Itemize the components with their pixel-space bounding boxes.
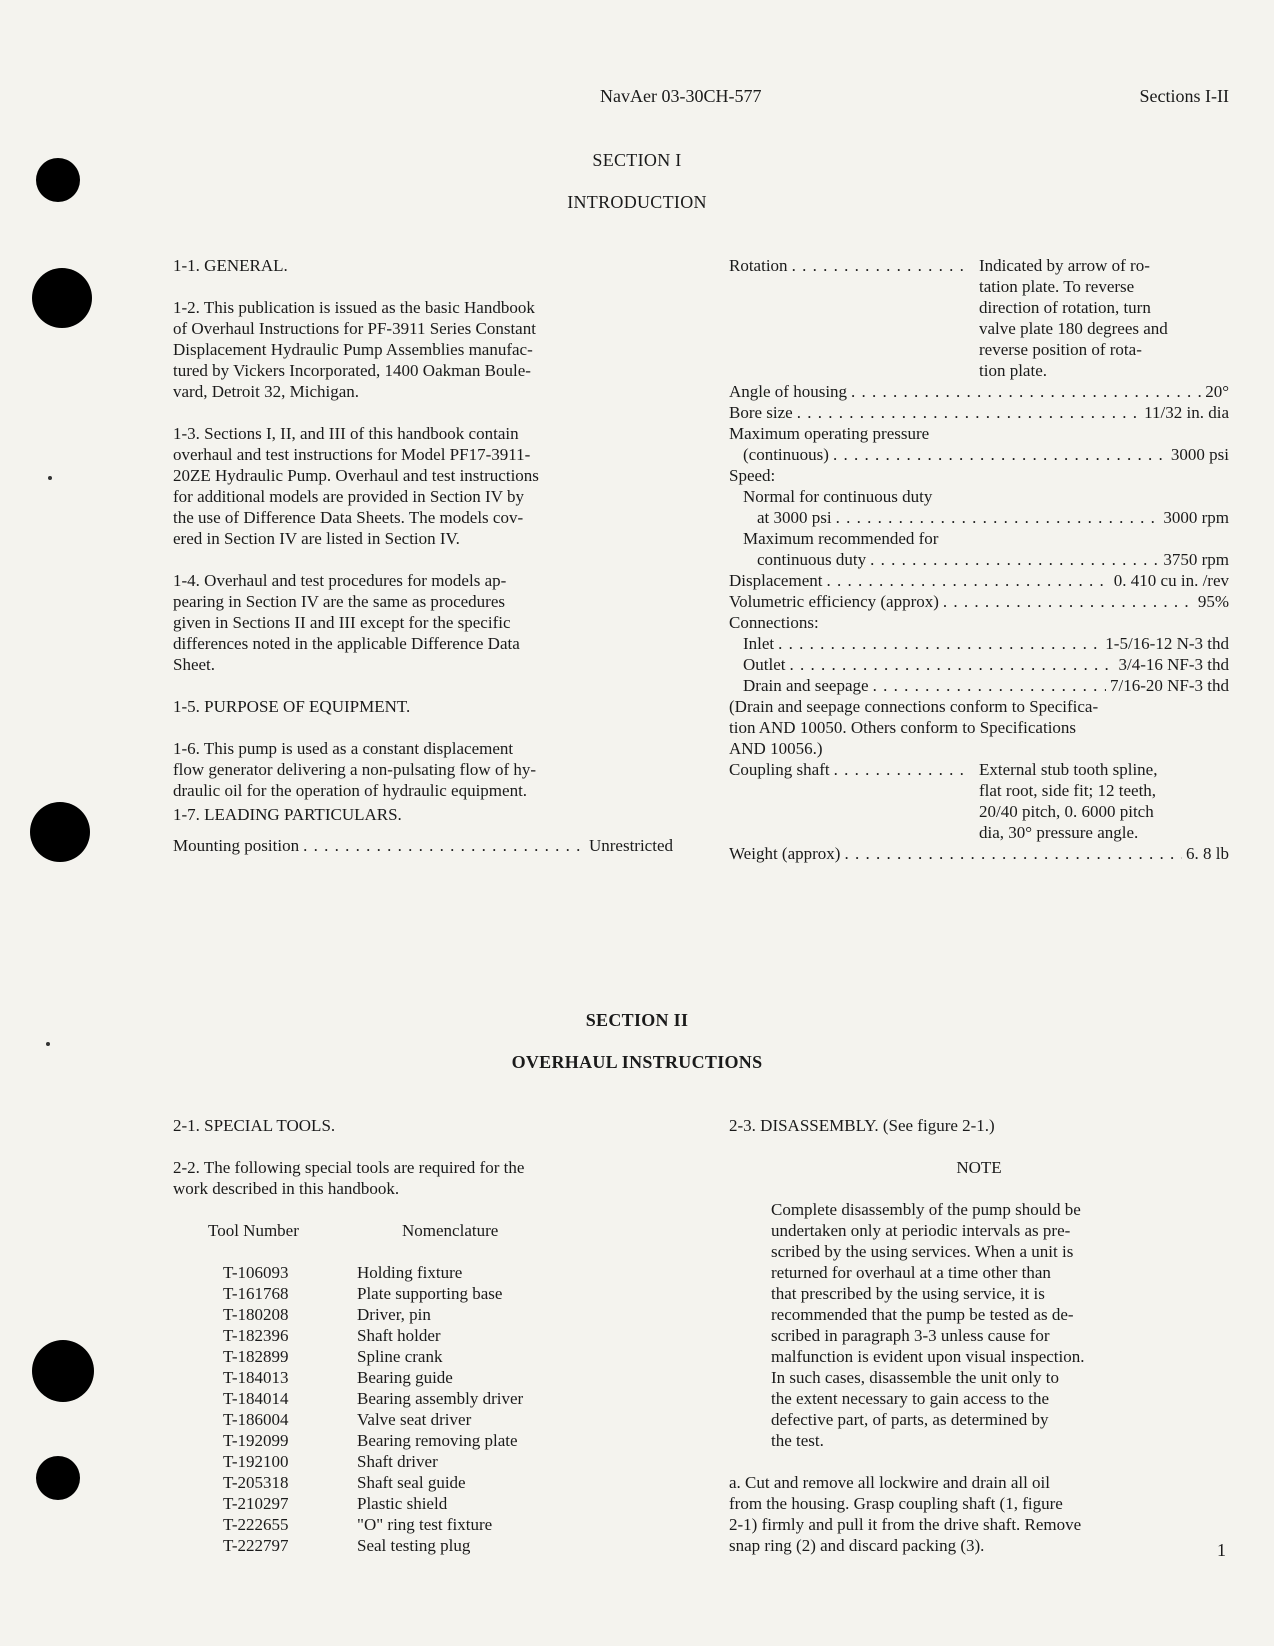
table-row: T-184013 Bearing guide [223, 1368, 453, 1387]
table-row: T-182899 Spline crank [223, 1347, 443, 1366]
table-row: T-106093 Holding fixture [223, 1263, 463, 1282]
para-2-1: 2-1. SPECIAL TOOLS. [173, 1116, 336, 1135]
step-a: a. Cut and remove all lockwire and drain all oil from the housing. Grasp coupling shaft (1, figure 2-1) firmly and pull it from the drive shaft. Remove snap ring (2) and discard packing (3). [729, 1473, 1082, 1555]
mark-dot [48, 476, 52, 480]
table-row: T-205318 Shaft seal guide [223, 1473, 466, 1492]
table-row: T-186004 Valve seat driver [223, 1410, 472, 1429]
mark-dot [46, 1042, 50, 1046]
spec-speed-normal: at 3000 psi . . . 3000 rpm [729, 507, 1229, 528]
spec-speed-max-label: Maximum recommended for [743, 529, 939, 548]
spec-speed-label: Speed: [729, 466, 776, 485]
spec-displacement: Displacement . . . 0. 410 cu in. /rev [729, 570, 1229, 591]
binder-hole [36, 1456, 80, 1500]
spec-bore-size: Bore size . . . 11/32 in. dia [729, 402, 1229, 423]
para-1-5: 1-5. PURPOSE OF EQUIPMENT. [173, 697, 411, 716]
para-1-2: 1-2. This publication is issued as the basic Handbook of Overhaul Instructions for PF-3911 Series Constant Displacement Hydraulic Pump Assemblies manufac- tured by Vickers Incorporated, 1400 Oakman Boule- vard, Detroit 32, Michigan. [173, 298, 536, 401]
spec-speed-max: continuous duty . . . 3750 rpm [729, 549, 1229, 570]
section-2-subtitle: OVERHAUL INSTRUCTIONS [511, 1052, 763, 1072]
spec-coupling-shaft: Coupling shaft . . . External stub tooth spline, flat root, side fit; 12 teeth, 20/40 pitch, 0. 6000 pitch dia, 30° pressure angle. [729, 759, 1229, 843]
table-row: T-161768 Plate supporting base [223, 1284, 503, 1303]
section-1-left-column [173, 255, 673, 856]
doc-number: NavAer 03-30CH-577 [600, 86, 762, 106]
table-row: T-192100 Shaft driver [223, 1452, 438, 1471]
spec-max-pressure-label: Maximum operating pressure [729, 424, 930, 443]
spec-connections-label: Connections: [729, 613, 819, 632]
spec-volumetric-efficiency: Volumetric efficiency (approx) . . . 95% [729, 591, 1229, 612]
section-1-title: SECTION I [592, 150, 682, 170]
tools-table [173, 1262, 673, 1556]
section-2-right-column [729, 1115, 1229, 1556]
section-range: Sections I-II [1139, 86, 1229, 106]
table-row: T-184014 Bearing assembly driver [223, 1389, 524, 1408]
spec-max-pressure: (continuous) . . . 3000 psi [729, 444, 1229, 465]
spec-angle-of-housing: Angle of housing . . . 20° [729, 381, 1229, 402]
table-row: T-182396 Shaft holder [223, 1326, 441, 1345]
tools-table-header: Tool Number Nomenclature [208, 1221, 499, 1240]
section-2-left-column [173, 1115, 673, 1556]
spec-rotation: Rotation . . . Indicated by arrow of ro- tation plate. To reverse direction of rotation, turn valve plate 180 degrees and reverse position of rota- tion plate. [729, 255, 1229, 381]
note-text: Complete disassembly of the pump should be undertaken only at periodic intervals as pre- scribed by the using services. When a unit is returned for overhaul at a time other than that prescribed by the using service, it is recommended that the pump be tested as de- scribed in paragraph 3-3 unless cause for malfunction is evident upon visual inspection. In such cases, disassemble the unit only to the extent necessary to gain access to the defective part, of parts, as determined by the test. [771, 1200, 1085, 1450]
section-2-title: SECTION II [585, 1010, 689, 1030]
note-heading: NOTE [956, 1158, 1002, 1177]
para-1-3: 1-3. Sections I, II, and III of this handbook contain overhaul and test instructions for Model PF17-3911- 20ZE Hydraulic Pump. Overhaul and test instructions for additional models are provided in Section IV by the use of Difference Data Sheets. The models cov- ered in Section IV are listed in Section IV. [173, 424, 539, 548]
para-2-2: 2-2. The following special tools are required for the work described in this handbook. [173, 1158, 525, 1198]
spec-mounting-position: Mounting position . . . Unrestricted [173, 835, 673, 856]
binder-hole [32, 1340, 94, 1402]
section-1-subtitle: INTRODUCTION [567, 192, 707, 212]
binder-hole [32, 268, 92, 328]
para-1-1: 1-1. GENERAL. [173, 256, 288, 275]
table-row: T-222797 Seal testing plug [223, 1536, 471, 1555]
spec-connection-outlet: Outlet . . . 3/4-16 NF-3 thd [729, 654, 1229, 675]
para-1-4: 1-4. Overhaul and test procedures for models ap- pearing in Section IV are the same as procedures given in Sections II and III except for the specific differences noted in the applicable Difference Data Sheet. [173, 571, 520, 674]
spec-weight: Weight (approx) . . . 6. 8 lb [729, 843, 1229, 864]
para-1-6: 1-6. This pump is used as a constant displacement flow generator delivering a non-pulsating flow of hy- draulic oil for the operation of hydraulic equipment. [173, 739, 537, 800]
spec-speed-normal-label: Normal for continuous duty [743, 487, 933, 506]
spec-connection-note: (Drain and seepage connections conform to Specifica- tion AND 10050. Others conform to Specifications AND 10056.) [729, 697, 1099, 758]
table-row: T-210297 Plastic shield [223, 1494, 448, 1513]
spec-connection-drain: Drain and seepage . . . 7/16-20 NF-3 thd [729, 675, 1229, 696]
table-row: T-192099 Bearing removing plate [223, 1431, 518, 1450]
para-1-7: 1-7. LEADING PARTICULARS. [173, 805, 402, 824]
para-2-3: 2-3. DISASSEMBLY. (See figure 2-1.) [729, 1116, 995, 1135]
binder-hole [30, 802, 90, 862]
table-row: T-222655 "O" ring test fixture [223, 1515, 493, 1534]
table-row: T-180208 Driver, pin [223, 1305, 431, 1324]
spec-connection-inlet: Inlet . . . 1-5/16-12 N-3 thd [729, 633, 1229, 654]
section-1-right-column [729, 255, 1229, 864]
page-number: 1 [1217, 1540, 1226, 1560]
